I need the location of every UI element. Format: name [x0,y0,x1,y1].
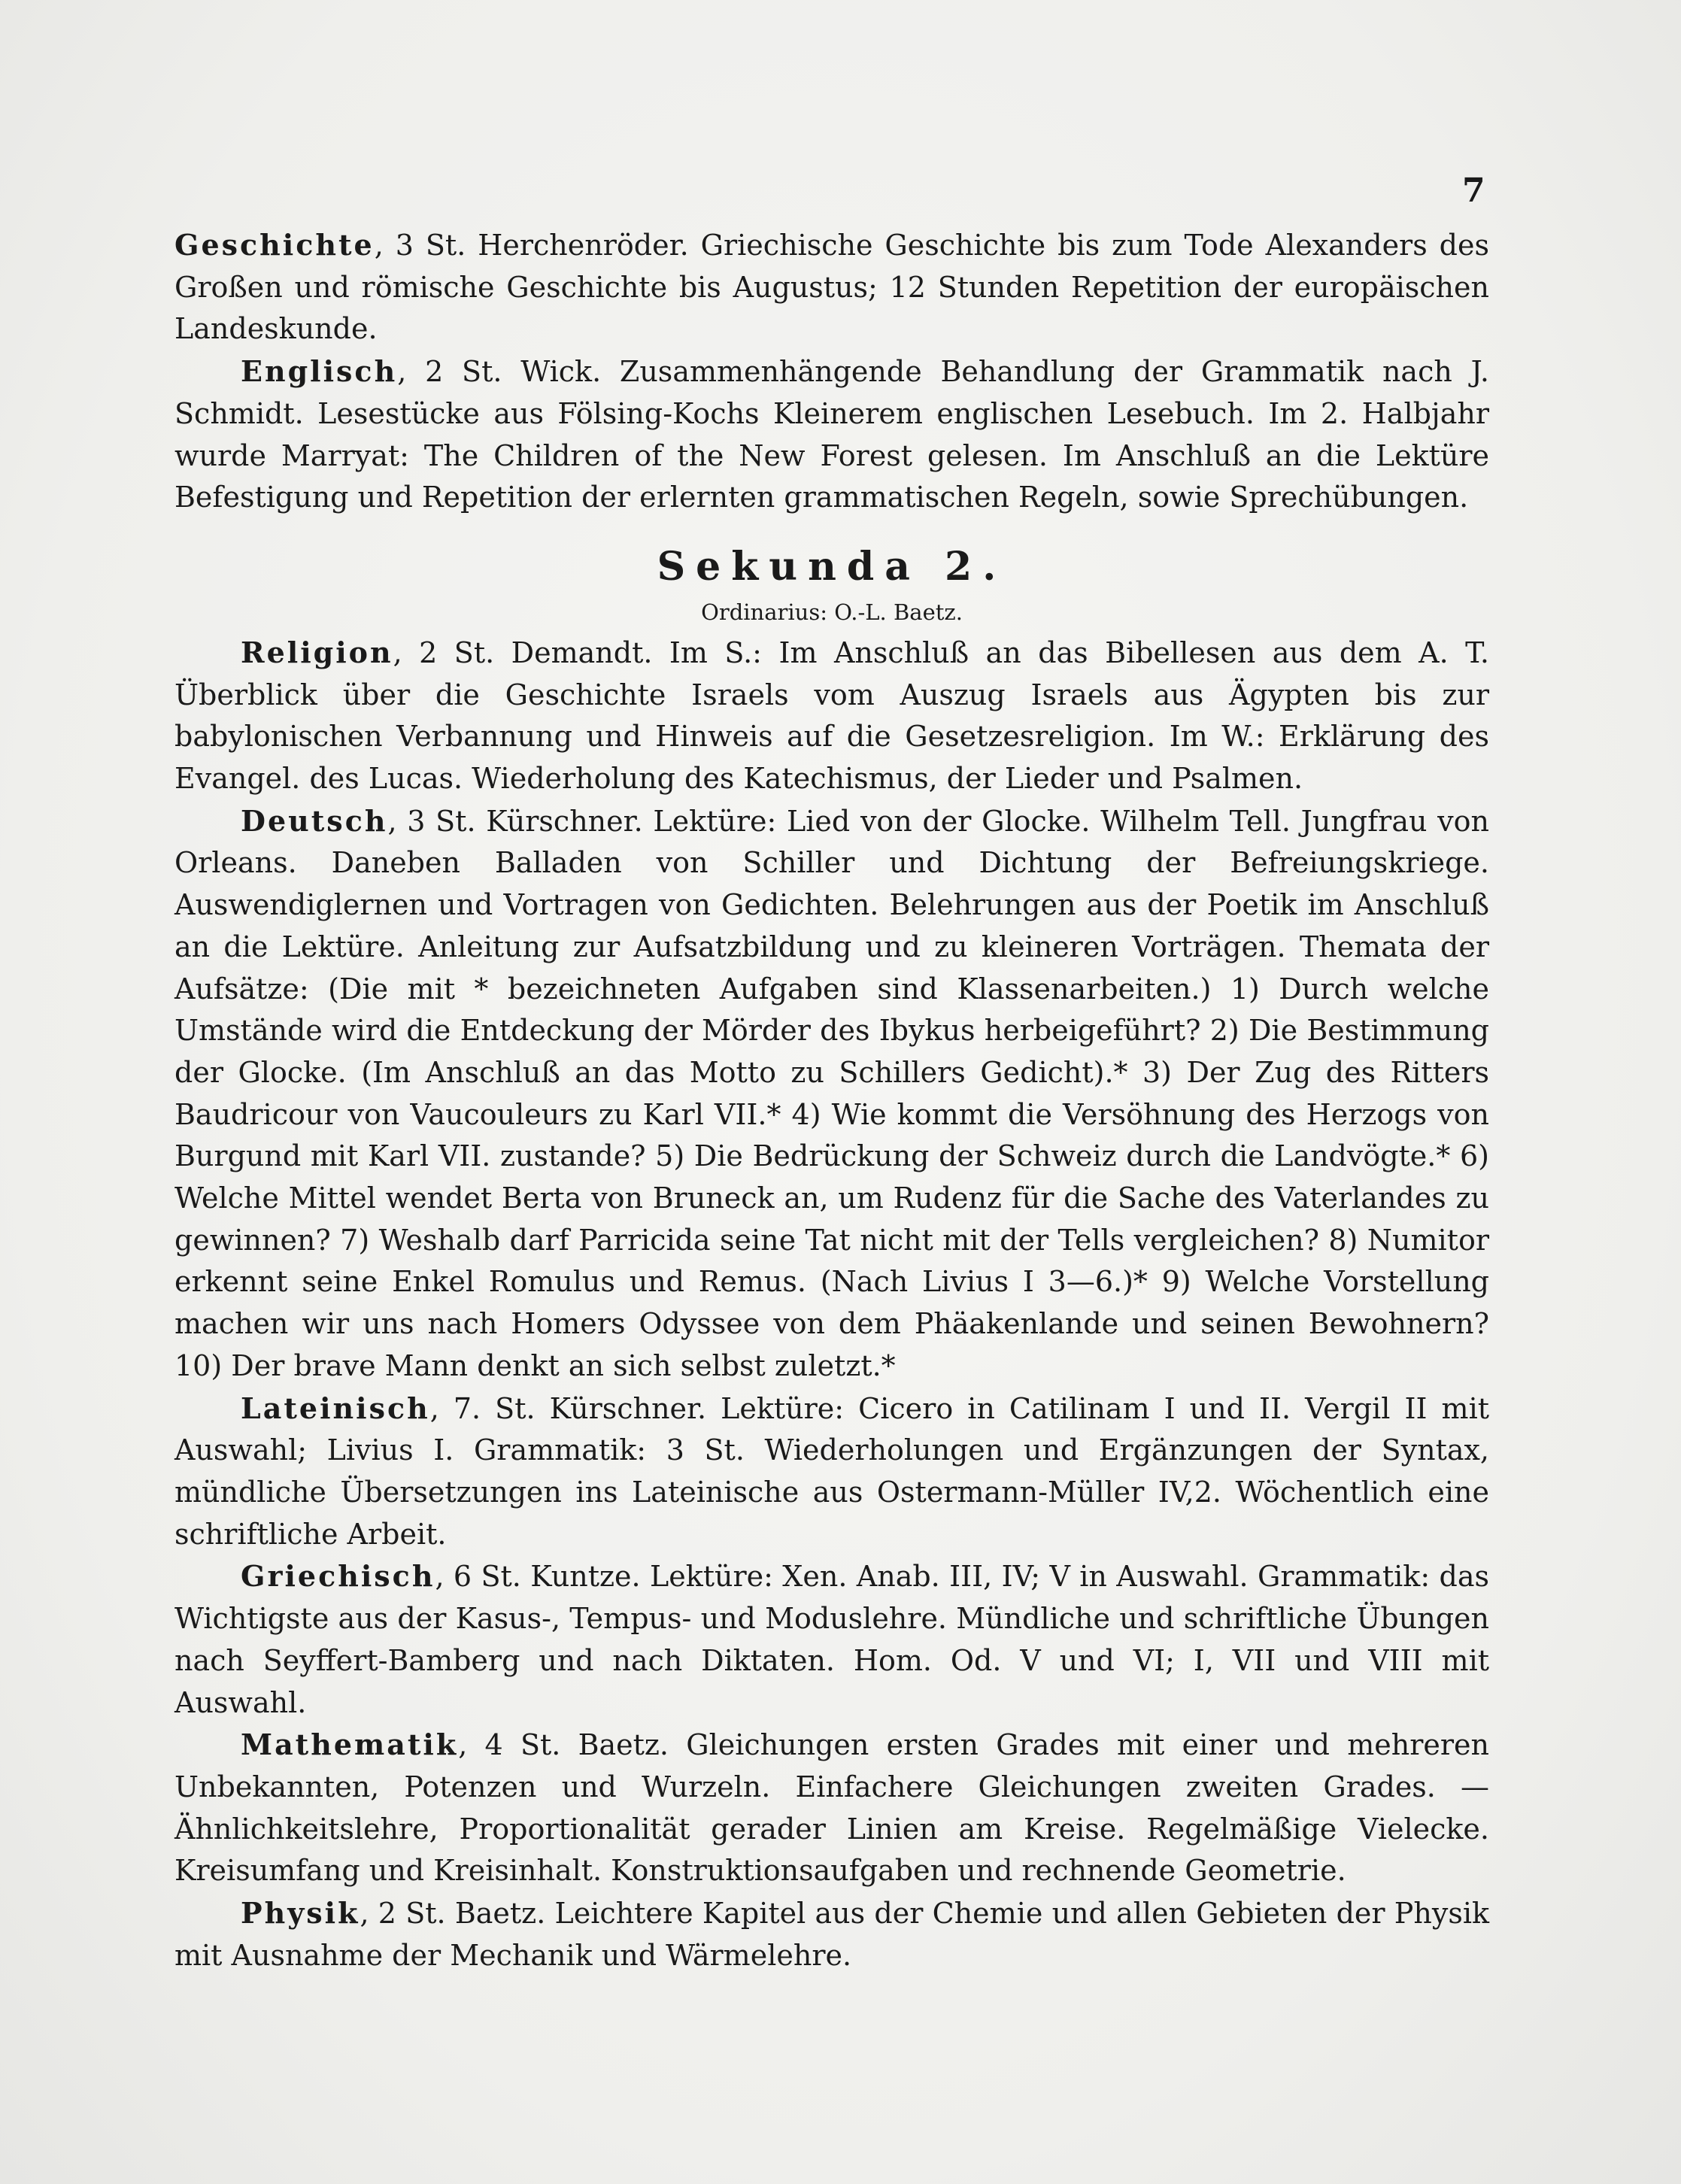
page-body [174,224,1489,1976]
text-deutsch: , 3 St. Kürschner. Lektüre: Lied von der Glocke. Wilhelm Tell. Jungfrau von Orleans. Daneben Balladen von Schiller und Dichtung der Befreiungskriege. Auswendiglernen und Vortragen von Gedichten. Belehrungen aus der Poetik im Anschluß an die Lektüre. Anleitung zur Aufsatzbildung und zu kleineren Vorträgen. Themata der Aufsätze: (Die mit * bezeichneten Aufgaben sind Klassenarbeiten.) 1) Durch welche Umstände wird die Entdeckung der Mörder des Ibykus herbeigeführt? 2) Die Bestimmung der Glocke. (Im Anschluß an das Motto zu Schillers Gedicht).* 3) Der Zug des Ritters Baudricour von Vaucouleurs zu Karl VII.* 4) Wie kommt die Versöhnung des Herzogs von Burgund mit Karl VII. zustande? 5) Die Bedrückung der Schweiz durch die Landvögte.* 6) Welche Mittel wendet Berta von Bruneck an, um Rudenz für die Sache des Vaterlandes zu gewinnen? 7) Weshalb darf Parricida seine Tat nicht mit der Tells vergleichen? 8) Numitor erkennt seine Enkel Romulus und Remus. (Nach Livius I 3—6.)* 9) Welche Vorstellung machen wir uns nach Homers Odyssee von dem Phäakenlande und seinen Bewohnern? 10) Der brave Mann denkt an sich selbst zuletzt.* [174,804,1489,1382]
subject-griechisch: Griechisch [241,1559,435,1594]
page-number: 7 [1462,171,1485,210]
subject-deutsch: Deutsch [241,803,388,838]
text-mathematik: , 4 St. Baetz. Gleichungen ersten Grades mit einer und mehreren Unbekannten, Potenzen und Wurzeln. Einfachere Gleichungen zweiten Grades. — Ähnlichkeitslehre, Proportionalität gerader Linien am Kreise. Regelmäßige Vielecke. Kreisumfang und Kreisinhalt. Konstruktionsaufgaben und rechnende Geometrie. [174,1728,1489,1888]
text-physik: , 2 St. Baetz. Leichtere Kapitel aus der Chemie und allen Gebieten der Physik mit Ausnahme der Mechanik und Wärmelehre. [174,1897,1489,1972]
text-lateinisch: , 7. St. Kürschner. Lektüre: Cicero in Catilinam I und II. Vergil II mit Auswahl; Livius I. Grammatik: 3 St. Wiederholungen und Ergänzungen der Syntax, mündliche Übersetzungen ins Lateinische aus Ostermann-Müller IV,2. Wöchentlich eine schriftliche Arbeit. [174,1391,1489,1551]
ordinarius-line: Ordinarius: O.-L. Baetz. [701,599,963,625]
subject-englisch: Englisch [241,354,398,389]
paragraph-geschichte [174,224,1489,350]
section-heading: Sekunda 2. [657,543,1007,590]
subject-lateinisch: Lateinisch [241,1391,430,1425]
text-griechisch: , 6 St. Kuntze. Lektüre: Xen. Anab. III, IV; V in Auswahl. Grammatik: das Wichtigste aus der Kasus-, Tempus- und Moduslehre. Mündliche und schriftliche Übungen nach Seyffert-Bamberg und nach Diktaten. Hom. Od. V und VI; I, VII und VIII mit Auswahl. [174,1560,1489,1719]
paragraph-mathematik [174,1724,1489,1892]
paragraph-lateinisch [174,1388,1489,1556]
text-religion: , 2 St. Demandt. Im S.: Im Anschluß an das Bibellesen aus dem A. T. Überblick über die Geschichte Israels vom Auszug Israels aus Ägypten bis zur babylonischen Verbannung und Hinweis auf die Gesetzesreligion. Im W.: Erklärung des Evangel. des Lucas. Wiederholung des Katechismus, der Lieder und Psalmen. [174,635,1489,796]
paragraph-griechisch [174,1555,1489,1724]
paragraph-religion [174,632,1489,800]
paragraph-englisch [174,350,1489,519]
text-geschichte: , 3 St. Herchenröder. Griechische Geschichte bis zum Tode Alexanders des Großen und römische Geschichte bis Augustus; 12 Stunden Repetition der europäischen Landeskunde. [174,229,1489,346]
text-englisch: , 2 St. Wick. Zusammenhängende Behandlung der Grammatik nach J. Schmidt. Lesestücke aus Fölsing-Kochs Kleinerem englischen Lesebuch. Im 2. Halbjahr wurde Marryat: The Children of the New Forest gelesen. Im Anschluß an die Lektüre Befestigung und Repetition der erlernten grammatischen Regeln, sowie Sprechübungen. [174,355,1489,514]
subject-physik: Physik [241,1896,360,1931]
paragraph-deutsch [174,800,1489,1388]
paragraph-physik [174,1892,1489,1976]
subject-mathematik: Mathematik [241,1727,459,1762]
subject-religion: Religion [241,635,393,669]
subject-geschichte: Geschichte [174,228,375,262]
